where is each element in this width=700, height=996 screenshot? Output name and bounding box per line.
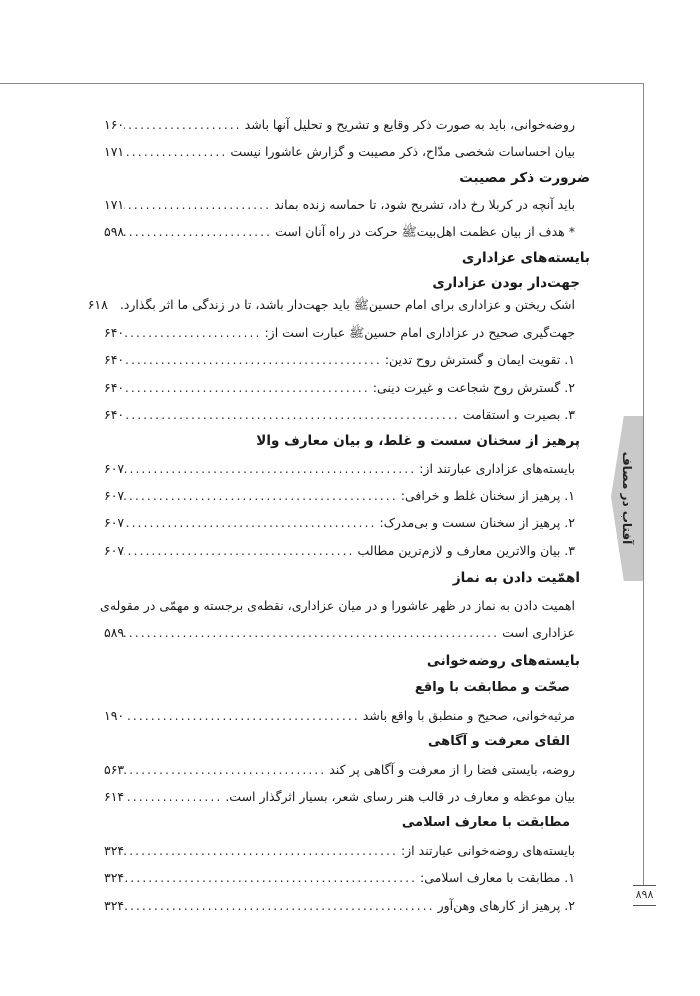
entry-text: اشک ریختن و عزاداری برای امام حسینﷺ باید جهت‌دار باشد، تا در زندگی ما اثر بگذارد.	[119, 297, 575, 312]
leader-dots	[124, 870, 420, 885]
top-rule	[0, 83, 644, 84]
leader-dots	[124, 843, 401, 858]
entry-page-number: ۵۸۹	[104, 625, 125, 640]
section-heading-h2: پرهیز از سخنان سست و غلط، و بیان معارف والا	[256, 433, 580, 449]
entry-page-number: ۵۹۸	[104, 224, 125, 239]
entry-page-number: ۱۹۰	[104, 708, 125, 723]
entry-text: ۲. پرهیز از سخنان سست و بی‌مدرک:	[379, 515, 575, 530]
index-entry	[104, 117, 575, 137]
leader-dots	[124, 461, 419, 476]
entry-page-number: ۳۲۴	[104, 898, 125, 913]
section-heading-h1: ضرورت ذکر مصیبت	[459, 170, 590, 186]
entry-text: جهت‌گیری صحیح در عزاداری امام حسینﷺ عبارت است از:	[264, 325, 575, 340]
leader-dots	[124, 325, 264, 340]
index-entry	[104, 515, 575, 535]
index-entry	[104, 352, 575, 372]
index-entry	[104, 870, 575, 890]
entry-page-number: ۳۲۴	[104, 843, 125, 858]
section-heading-h3: القای معرفت و آگاهی	[428, 734, 570, 749]
entry-text: بایسته‌های روضه‌خوانی عبارتند از:	[400, 843, 575, 858]
leader-dots	[124, 515, 379, 530]
index-entry	[104, 224, 575, 244]
index-entry	[104, 380, 575, 400]
leader-dots	[124, 625, 502, 640]
section-heading-h3: مطابقت با معارف اسلامی	[401, 815, 570, 830]
section-heading-h2: جهت‌دار بودن عزاداری	[432, 275, 580, 291]
entry-text: ۳. بیان والاترین معارف و لازم‌ترین مطالب	[357, 543, 575, 558]
entry-page-number: ۶۴۰	[104, 352, 125, 367]
entry-text: مرثیه‌خوانی، صحیح و منطبق با واقع باشد	[362, 708, 575, 723]
entry-text: بایسته‌های عزاداری عبارتند از:	[419, 461, 575, 476]
leader-dots	[124, 117, 244, 132]
index-entry	[104, 843, 575, 863]
leader-dots	[124, 407, 463, 422]
leader-dots	[124, 488, 401, 503]
entry-page-number: ۶۰۷	[104, 461, 125, 476]
leader-dots	[124, 352, 385, 367]
entry-text: ۲. گسترش روح شجاعت و غیرت دینی:	[372, 380, 575, 395]
leader-dots	[124, 543, 357, 558]
entry-page-number: ۶۱۸	[87, 297, 108, 312]
leader-dots	[124, 789, 225, 804]
index-entry	[104, 543, 575, 563]
leader-dots	[124, 224, 275, 239]
entry-page-number: ۳۲۴	[104, 870, 125, 885]
page-number: ۸۹۸	[635, 888, 654, 901]
page-number-rule-top	[633, 885, 656, 886]
section-heading-h1: بایسته‌های عزاداری	[461, 250, 590, 266]
entry-page-number: ۱۶۰	[104, 117, 125, 132]
entry-text: روضه، بایستی فضا را از معرفت و آگاهی پر کند	[329, 762, 575, 777]
index-entry	[104, 488, 575, 508]
entry-text: ۳. بصیرت و استقامت	[462, 407, 575, 422]
entry-page-number: ۱۷۱	[104, 197, 125, 212]
entry-page-number: ۶۴۰	[104, 380, 125, 395]
entry-page-number: ۶۱۴	[104, 789, 125, 804]
index-entry	[104, 461, 575, 481]
index-entry	[87, 297, 575, 317]
index-entry	[104, 708, 575, 728]
entry-page-number: ۱۷۱	[104, 144, 125, 159]
section-heading-h2: اهمّیت دادن به نماز	[452, 570, 580, 586]
section-heading-h2: بایسته‌های روضه‌خوانی	[426, 653, 580, 669]
entry-text: روضه‌خوانی، باید به صورت ذکر وقایع و تشریح و تحلیل آنها باشد	[244, 117, 575, 132]
entry-page-number: ۶۰۷	[104, 543, 125, 558]
page-number-rule-bottom	[633, 905, 656, 906]
index-entry	[104, 197, 575, 217]
leader-dots	[124, 898, 437, 913]
leader-dots	[124, 380, 373, 395]
section-heading-h3: صحّت و مطابقت با واقع	[414, 680, 570, 695]
index-entry	[104, 762, 575, 782]
entry-text: عزاداری است	[502, 625, 575, 640]
margin-rule	[643, 83, 644, 885]
entry-text: بیان موعظه و معارف در قالب هنر رسای شعر، بسیار اثرگذار است.	[225, 789, 575, 804]
leader-dots	[124, 197, 274, 212]
index-entry	[104, 625, 575, 645]
index-entry-line: اهمیت دادن به نماز در ظهر عاشورا و در میان عزاداری، نقطه‌ی برجسته و مهمّی در مقوله‌ی	[100, 598, 575, 613]
index-entry	[104, 144, 575, 164]
leader-dots	[124, 762, 329, 777]
running-title: آفتاب در مصاف	[620, 451, 634, 545]
entry-text: بیان احساسات شخصی مدّاح، ذکر مصیبت و گزارش عاشورا نیست	[230, 144, 575, 159]
leader-dots	[124, 144, 230, 159]
entry-text: ۱. پرهیز از سخنان غلط و خرافی:	[400, 488, 575, 503]
entry-text: باید آنچه در کربلا رخ داد، تشریح شود، تا حماسه زنده بماند	[274, 197, 575, 212]
entry-page-number: ۶۰۷	[104, 488, 125, 503]
entry-page-number: ۶۰۷	[104, 515, 125, 530]
entry-text: ۱. مطابقت با معارف اسلامی:	[420, 870, 575, 885]
index-entry	[104, 898, 575, 918]
entry-page-number: ۶۴۰	[104, 407, 125, 422]
index-entry	[104, 789, 575, 809]
entry-text: ۱. تقویت ایمان و گسترش روح تدین:	[384, 352, 575, 367]
entry-page-number: ۶۴۰	[104, 325, 125, 340]
entry-text: ۲. پرهیز از کارهای وهن‌آور	[437, 898, 575, 913]
leader-dots	[124, 708, 363, 723]
index-entry	[104, 325, 575, 345]
entry-page-number: ۵۶۳	[104, 762, 125, 777]
index-entry	[104, 407, 575, 427]
entry-text: * هدف از بیان عظمت اهل‌بیتﷺ حرکت در راه آنان است	[275, 224, 575, 239]
